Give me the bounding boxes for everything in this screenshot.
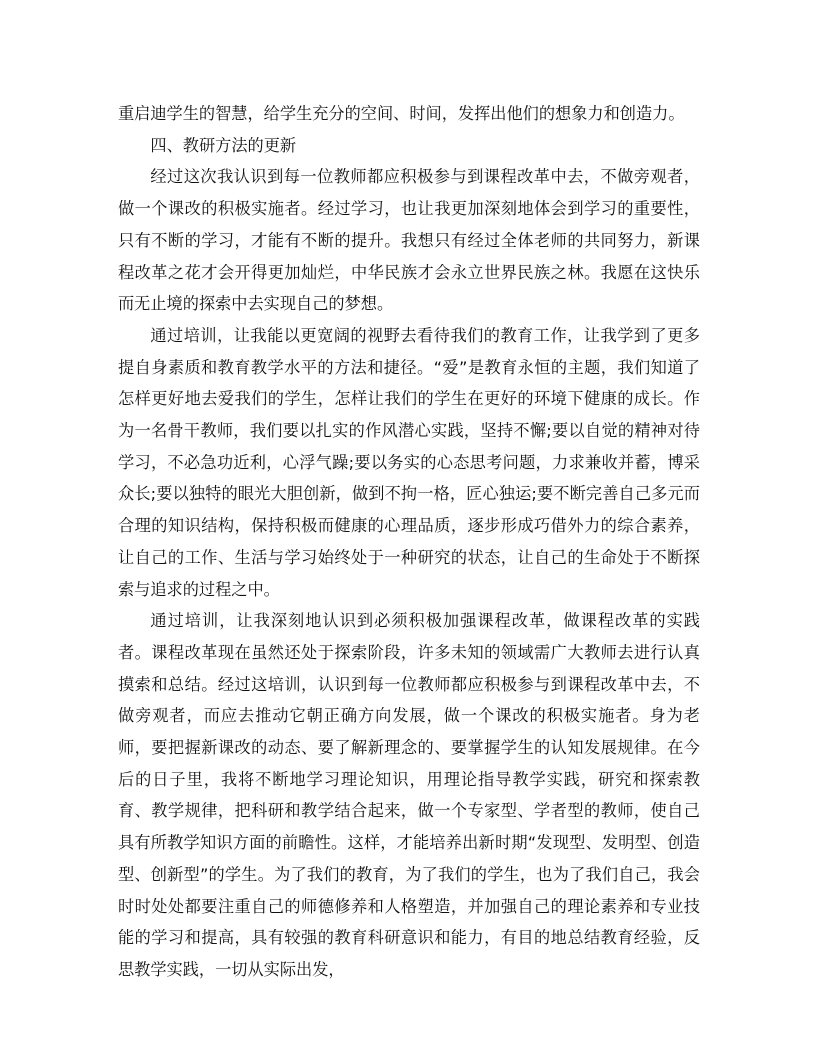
section-heading-methods: 四、教研方法的更新 <box>150 135 297 155</box>
paragraph-training-vision: 通过培训，让我能以更宽阔的视野去看待我们的教育工作，让我学到了更多提自身素质和教育教学水平的方法和捷径。“爱”是教育永恒的主题，我们知道了怎样更好地去爱我们的学生，怎样让我们的学生在更好的环境下健康的成长。作为一名骨干教师，我们要以扎实的作风潜心实践，坚持不懈;要以自觉的精神对待学习，不必急功近利，心浮气躁;要以务实的心态思考问题，力求兼收并蓄，博采众长;要以独特的眼光大胆创新，做到不拘一格，匠心独运;要不断完善自己多元而合理的知识结构，保持积极而健康的心理品质，逐步形成巧借外力的综合素养，让自己的工作、生活与学习始终处于一种研究的状态，让自己的生命处于不断探索与追求的过程之中。 <box>118 325 700 599</box>
paragraph-curriculum-reform: 通过培训，让我深刻地认识到必须积极加强课程改革，做课程改革的实践者。课程改革现在虽然还处于探索阶段，许多未知的领域需广大教师去进行认真摸索和总结。经过这培训，认识到每一位教师都应积极参与到课程改革中去，不做旁观者，而应去推动它朝正确方向发展，做一个课改的积极实施者。身为老师，要把握新课改的动态、要了解新理念的、要掌握学生的认知发展规律。在今后的日子里，我将不断地学习理论知识，用理论指导教学实践，研究和探索教育、教学规律，把科研和教学结合起来，做一个专家型、学者型的教师，使自己具有所教学知识方面的前瞻性。这样，才能培养出新时期“发现型、发明型、创造型、创新型”的学生。为了我们的教育，为了我们的学生，也为了我们自己，我会时时处处都要注重自己的师德修养和人格塑造，并加强自己的理论素养和专业技能的学习和提高，具有较强的教育科研意识和能力，有目的地总结教育经验，反思教学实践，一切从实际出发， <box>118 611 700 979</box>
paragraph-continuation: 重启迪学生的智慧，给学生充分的空间、时间，发挥出他们的想象力和创造力。 <box>118 104 685 123</box>
document-body <box>118 98 700 986</box>
paragraph-participation: 经过这次我认识到每一位教师都应积极参与到课程改革中去，不做旁观者，做一个课改的积极实施者。经过学习，也让我更加深刻地体会到学习的重要性，只有不断的学习，才能有不断的提升。我想只有经过全体老师的共同努力，新课程改革之花才会开得更加灿烂，中华民族才会永立世界民族之林。我愿在这快乐而无止境的探索中去实现自己的梦想。 <box>118 167 700 314</box>
